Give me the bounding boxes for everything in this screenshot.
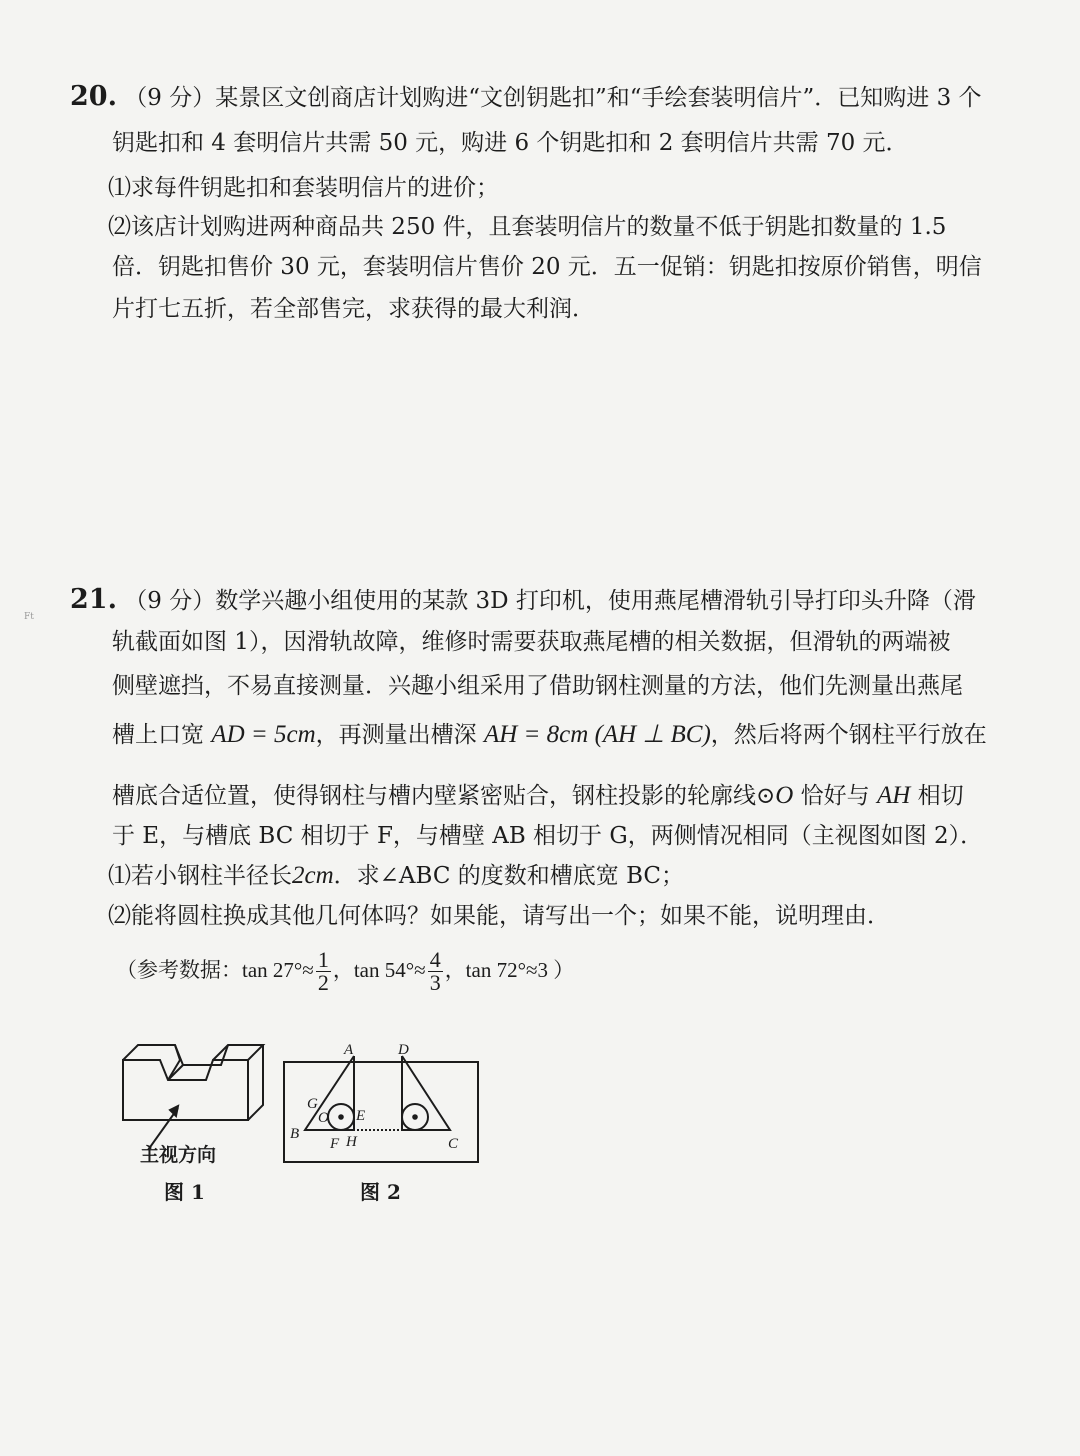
q20-part-2: ⑵该店计划购进两种商品共 250 件，且套装明信片的数量不低于钥匙扣数量的 1.5	[108, 214, 947, 240]
q21-line-5: 槽底合适位置，使得钢柱与槽内壁紧密贴合，钢柱投影的轮廓线⊙O 恰好与 AH 相切	[112, 782, 964, 809]
block-slot-top	[175, 1045, 228, 1065]
left-wall-AB	[305, 1056, 354, 1130]
fraction-one-half: $\frac{1}{2}$	[317, 947, 329, 995]
figure-1-arrow-label: 主视方向	[140, 1144, 217, 1166]
q21-line-3: 侧壁遮挡，不易直接测量．兴趣小组采用了借助钢柱测量的方法，他们先测量出燕尾	[112, 673, 963, 699]
label-E: E	[356, 1108, 366, 1124]
q21-part-2: ⑵能将圆柱换成其他几何体吗？如果能，请写出一个；如果不能，说明理由．	[108, 903, 890, 929]
label-H: H	[346, 1134, 357, 1150]
label-C: C	[448, 1136, 459, 1152]
q21-line-4: 槽上口宽 AD = 5cm，再测量出槽深 AH = 8cm (AH ⊥ BC)，然后将两个钢柱平行放在	[112, 721, 987, 748]
q21-line-1: 21. （9 分）数学兴趣小组使用的某款 3D 打印机，使用燕尾槽滑轨引导打印头升降（滑	[70, 584, 976, 615]
label-G: G	[307, 1096, 318, 1112]
q21-number: 21.	[70, 584, 117, 615]
q20-number: 20.	[70, 81, 117, 112]
block-top-face	[123, 1045, 180, 1060]
q20-line-2: 钥匙扣和 4 套明信片共需 50 元，购进 6 个钥匙扣和 2 套明信片共需 70 元．	[112, 130, 909, 156]
q21-line-6: 于 E，与槽底 BC 相切于 F，与槽壁 AB 相切于 G，两侧情况相同（主视图如图 2）．	[112, 823, 984, 849]
q20-line-6: 片打七五折，若全部售完，求获得的最大利润．	[112, 296, 595, 322]
fraction-four-thirds: $\frac{4}{3}$	[429, 947, 441, 995]
label-D: D	[398, 1042, 409, 1058]
q20-line-1: 20. （9 分）某景区文创商店计划购进“文创钥匙扣”和“手绘套装明信片”．已知购进 3 个	[70, 81, 982, 112]
label-O: O	[318, 1110, 329, 1126]
label-F: F	[330, 1136, 340, 1152]
q20-line-5: 倍．钥匙扣售价 30 元，套装明信片售价 20 元．五一促销：钥匙扣按原价销售，明信	[112, 254, 982, 280]
block-front-face	[123, 1060, 248, 1120]
figure-1-caption: 图 1	[164, 1180, 205, 1204]
q21-reference-data: （参考数据：tan 27°≈ $\frac{1}{2}$ ，tan 54°≈ $\frac{4}{3}$ ，tan 72°≈3 ）	[116, 947, 575, 995]
q21-part-1: ⑴若小钢柱半径长2cm．求∠ABC 的度数和槽底宽 BC；	[108, 862, 685, 889]
center-dot-left	[339, 1115, 343, 1119]
q21-line-2: 轨截面如图 1），因滑轨故障，维修时需要获取燕尾槽的相关数据，但滑轨的两端被	[112, 629, 951, 655]
figure-2-caption: 图 2	[360, 1180, 401, 1204]
center-dot-right	[413, 1115, 417, 1119]
q20-part-1: ⑴求每件钥匙扣和套装明信片的进价；	[108, 175, 499, 201]
label-A: A	[344, 1042, 354, 1058]
label-B: B	[290, 1126, 300, 1142]
stray-mark: Ft	[24, 612, 34, 622]
block-top-right	[213, 1045, 263, 1060]
figure-2-cross-section	[278, 1038, 498, 1173]
arrow-head-icon	[170, 1106, 178, 1116]
right-wall-DC	[402, 1056, 450, 1130]
block-right-face	[248, 1045, 263, 1120]
